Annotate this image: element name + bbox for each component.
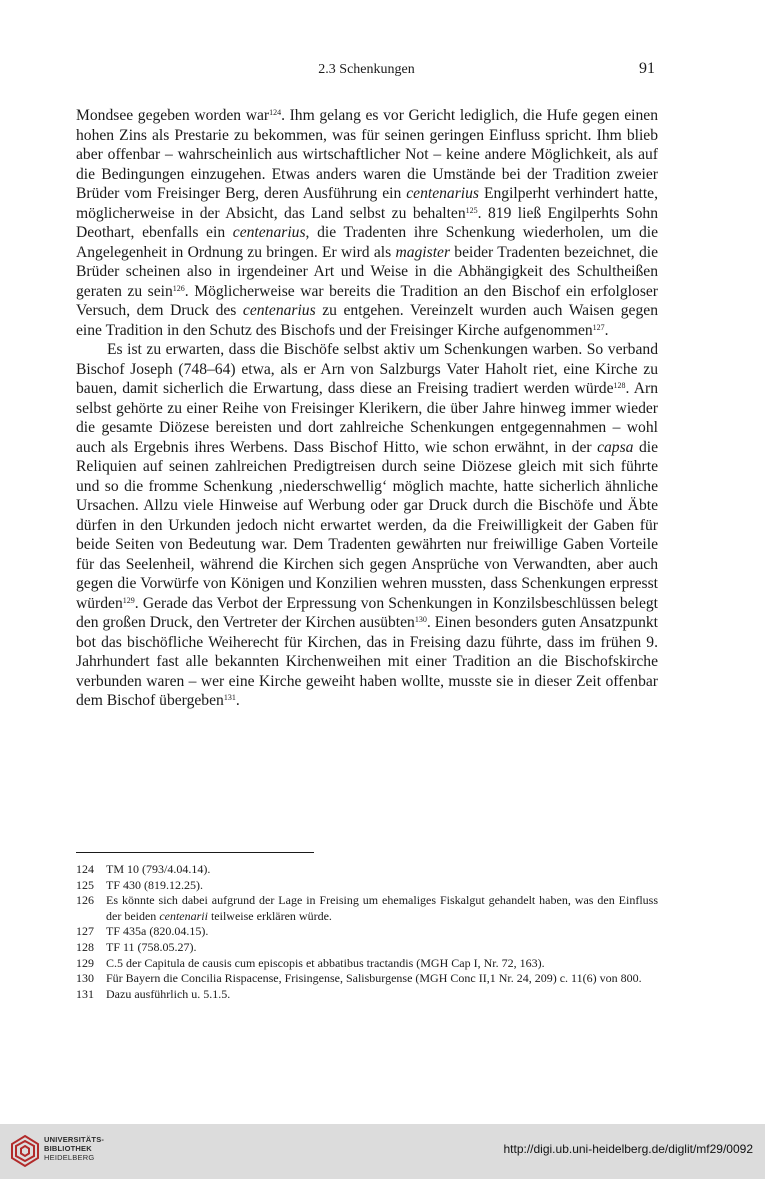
footnote-text [106, 987, 658, 1003]
footnote-ref: 129 [122, 595, 135, 605]
logo-line: HEIDELBERG [44, 1153, 95, 1162]
italic-term: magister [395, 243, 451, 261]
footnotes [76, 862, 658, 1002]
text-run: Für Bayern die Concilia Rispacense, Frisingense, Salisburgense (MGH Conc II,1 Nr. 24, 209) c. 11(6) von 800. [106, 971, 642, 986]
footnote-text [106, 924, 658, 940]
footnote-number: 131 [76, 986, 94, 1001]
footnote-number: 125 [76, 877, 94, 892]
source-url-link[interactable]: http://digi.ub.uni-heidelberg.de/diglit/mf29/0092 [503, 1142, 753, 1156]
footnote-ref: 126 [172, 283, 185, 293]
footnote-ref: 125 [465, 205, 478, 215]
footnote [76, 862, 658, 878]
text-run: TF 430 (819.12.25). [106, 877, 203, 892]
footnote-text [106, 971, 658, 987]
italic-term: centenarii [159, 908, 208, 923]
footnote-text [106, 940, 658, 956]
paragraph [76, 340, 658, 711]
text-run: Dazu ausführlich u. 5.1.5. [106, 986, 231, 1001]
footnote [76, 893, 658, 924]
text-run: Es könnte sich dabei aufgrund der Lage in Freising um ehemaliges Fiskalgut gehandelt haben, was den Einfluss der beiden [106, 893, 658, 923]
footnote [76, 956, 658, 972]
text-run: . Gerade das Verbot der Erpressung von Schenkungen in Konzilsbeschlüssen belegt den großen Druck, den Vertreter der Kirchen ausübten [76, 594, 658, 631]
footnote-text [106, 878, 658, 894]
footnote-text [106, 956, 658, 972]
footnote-number: 129 [76, 955, 94, 970]
running-header: 2.3 Schenkungen [318, 62, 415, 77]
footnote [76, 971, 658, 987]
text-run: C.5 der Capitula de causis cum episcopis et abbatibus tractandis (MGH Cap I, Nr. 72, 163). [106, 955, 545, 970]
text-run: teilweise erklären würde. [207, 908, 332, 923]
footnote [76, 987, 658, 1003]
text-run: zu entgehen. Vereinzelt wurden auch Waisen gegen eine Tradition in den Schutz des Bischofs und der Freisinger Kirche aufgenommen [76, 302, 658, 339]
footnote [76, 924, 658, 940]
footnote-number: 126 [76, 893, 94, 908]
text-run: . Möglicherweise war bereits die Tradition an den Bischof ein erfolgloser Versuch, dem Druck des [76, 282, 658, 319]
text-run: Mondsee gegeben worden war [76, 107, 270, 124]
footnote-number: 128 [76, 939, 94, 954]
text-run: . [235, 692, 240, 709]
italic-term: centenarius [232, 224, 306, 241]
footnote [76, 878, 658, 894]
library-logo-icon [10, 1134, 40, 1168]
text-run: die Reliquien auf seinen zahlreichen Predigtreisen durch seine Diözese gleich mit sich führte und so die fromme Schenkung ‚niederschwellig‘ möglich machte, hatte sicherlich ähnliche Ursachen. Allzu viele Hinweise auf Werbung oder gar Druck durch die Bischöfe und Äbte dürfen in den Urkunden jedoch nicht erwartet werden, da die Freiwilligkeit der Gaben für beide Seiten von Bedeutung war. Dem Tradenten gewährten nur freiwillige Gaben Vorteile für das Seelenheil, während die Kirchen sich gegen Ansprüche von Verwandten, aber auch gegen die Vorwürfe von Königen und Konzilien wehren mussten, dass Schenkungen erpresst würden [76, 438, 658, 612]
footnote-number: 124 [76, 862, 94, 876]
text-run: beider Tradenten bezeichnet, die Brüder scheinen also in irgendeiner Art und Weise in die Abhängigkeit des Schultheißen geraten zu sein [76, 243, 658, 300]
text-run: . Arn selbst gehörte zu einer Reihe von Freisinger Klerikern, die über Jahre hinweg immer wieder die gesamte Diözese bereisten und dort zahlreiche Schenkungen entgegennahmen – wohl auch als Ergebnis ihres Werbens. Dass Bischof Hitto, wie schon erwähnt, in der [76, 380, 658, 456]
footnote-number: 130 [76, 971, 94, 986]
text-run: . [604, 321, 609, 339]
footnote-ref: 131 [223, 693, 236, 702]
text-run: Engilperht verhindert hatte, möglicherweise in der Absicht, das Land selbst zu behalten [76, 185, 658, 222]
paragraph [76, 106, 658, 340]
page-number: 91 [639, 60, 655, 77]
text-run: TM 10 (793/4.04.14). [106, 862, 211, 876]
text-run: TF 11 (758.05.27). [106, 939, 197, 954]
logo-line: UNIVERSITÄTS- [44, 1135, 105, 1144]
text-run: . 819 ließ Engilperhts Sohn Deothart, ebenfalls ein [76, 204, 658, 241]
footnote-ref: 124 [269, 108, 282, 117]
text-run: Es ist zu erwarten, dass die Bischöfe selbst aktiv um Schenkungen warben. So verband Bischof Joseph (748–64) etwa, als er Arn von Salzburgs Vater Haholt riet, eine Kirche zu bauen, damit sicherlich die Erwartung, dass diese an Freising tradiert werden würde [76, 341, 658, 397]
footnote-number: 127 [76, 924, 94, 939]
footnote-ref: 127 [592, 322, 605, 332]
text-run: , die Tradenten ihre Schenkung wiederholen, um die Angelegenheit in Ordnung zu bringen. Er wird als [76, 224, 658, 261]
footnote-text [106, 862, 658, 878]
text-run: . Einen besonders guten Ansatzpunkt bot das bischöfliche Weiherecht für Kirchen, das in Freising dazu führte, dass im frühen 9. Jahrhundert fast alle bekannten Kirchenweihen mit einer Tradition an die Bischofskirche verbunden waren – wer eine Kirche geweiht haben wollte, musste sie in dieser Zeit offenbar dem Bischof übergeben [76, 614, 658, 709]
library-logo-text [44, 1135, 104, 1162]
footnote-ref: 130 [414, 615, 427, 624]
text-run: TF 435a (820.04.15). [106, 924, 209, 939]
footnote-separator [76, 852, 314, 853]
footer-bar [0, 1124, 765, 1179]
footnote-text [106, 893, 658, 924]
italic-term: capsa [597, 438, 634, 456]
footnote-ref: 128 [613, 381, 626, 390]
main-text [76, 106, 658, 711]
footnote [76, 940, 658, 956]
italic-term: centenarius [242, 302, 316, 319]
italic-term: centenarius [406, 185, 479, 202]
text-run: . Ihm gelang es vor Gericht lediglich, die Hufe gegen einen hohen Zins als Prestarie zu bekommen, was für seinen geringen Einfluss spricht. Ihm blieb aber offenbar – wahrscheinlich aus wirtschaftlicher Not – keine andere Möglichkeit, als auf die Bedingungen einzugehen. Etwas anders waren die Umstände bei der Tradition zweier Brüder vom Freisinger Berg, deren Ausführung ein [76, 107, 658, 202]
logo-line: BIBLIOTHEK [44, 1144, 92, 1153]
